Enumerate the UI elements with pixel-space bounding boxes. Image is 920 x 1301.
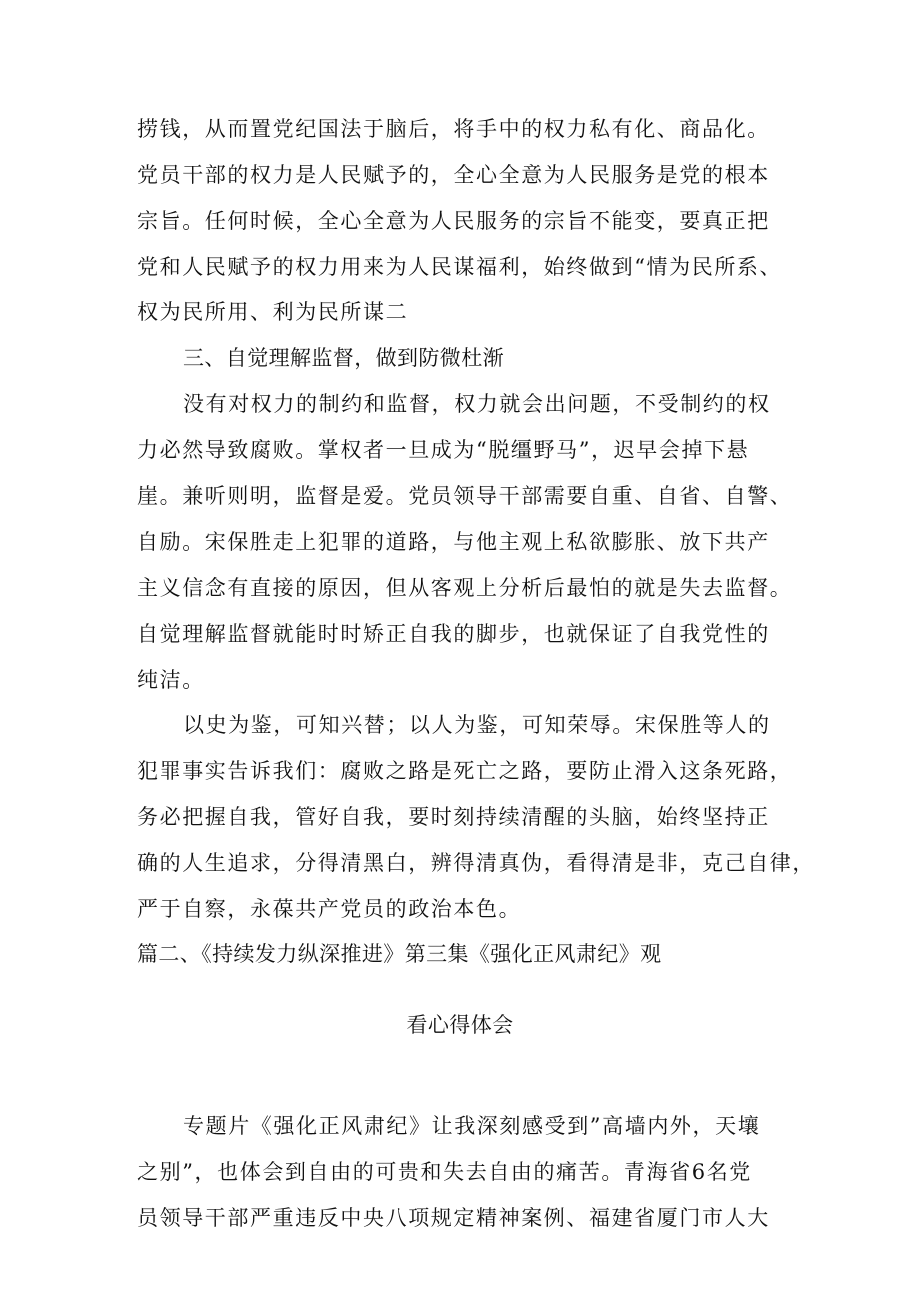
body-text-line: 没有对权力的制约和监督，权力就会出问题，不受制约的权 — [183, 392, 771, 416]
body-text-line: 主义信念有直接的原因，但从客观上分析后最怕的就是失去监督。 — [137, 576, 793, 600]
body-text-line: 务必把握自我，管好自我，要时刻持续清醒的头脑，始终坚持正 — [137, 805, 770, 829]
body-text-line: 确的人生追求，分得清黑白，辨得清真伪，看得清是非，克己自律， — [137, 851, 815, 875]
body-text-line: 纯洁。 — [137, 668, 205, 692]
article-title-line1: 篇二、《持续发力纵深推进》第三集《强化正风肃纪》观 — [137, 942, 662, 966]
body-text-line: 党员干部的权力是人民赋予的，全心全意为人民服务是党的根本 — [137, 163, 770, 187]
article-title-line2: 看心得体会 — [406, 1013, 514, 1037]
body-text-line: 捞钱，从而置党纪国法于脑后，将手中的权力私有化、商品化。 — [137, 117, 770, 141]
section-heading: 三、自觉理解监督，做到防微杜渐 — [183, 346, 504, 370]
body-text-line: 专题片《强化正风肃纪》让我深刻感受到”高墙内外，天壤 — [183, 1114, 761, 1138]
body-text-line: 严于自察，永葆共产党员的政治本色。 — [137, 897, 522, 921]
body-text-line: 员领导干部严重违反中央八项规定精神案例、福建省厦门市人大 — [137, 1206, 770, 1230]
body-text-line: 以史为鉴，可知兴替；以人为鉴，可知荣辱。宋保胜等人的 — [183, 713, 771, 737]
body-text-line: 犯罪事实告诉我们：腐败之路是死亡之路，要防止滑入这条死路， — [137, 759, 793, 783]
body-text-line: 崖。兼听则明，监督是爱。党员领导干部需要自重、自省、自警、 — [137, 484, 793, 508]
body-text-line: 自觉理解监督就能时时矫正自我的脚步，也就保证了自我党性的 — [137, 622, 770, 646]
body-text-line: 党和人民赋予的权力用来为人民谋福利，始终做到“情为民所系、 — [137, 255, 783, 279]
body-text-line: 之别”，也体会到自由的可贵和失去自由的痛苦。青海省6名党 — [137, 1160, 752, 1184]
body-text-line: 自励。宋保胜走上犯罪的道路，与他主观上私欲膨胀、放下共产 — [137, 530, 770, 554]
body-text-line: 权为民所用、利为民所谋二 — [137, 300, 409, 324]
body-text-line: 宗旨。任何时候，全心全意为人民服务的宗旨不能变，要真正把 — [137, 209, 770, 233]
body-text-line: 力必然导致腐败。掌权者一旦成为“脱缰野马”，迟早会掉下悬 — [137, 438, 750, 462]
